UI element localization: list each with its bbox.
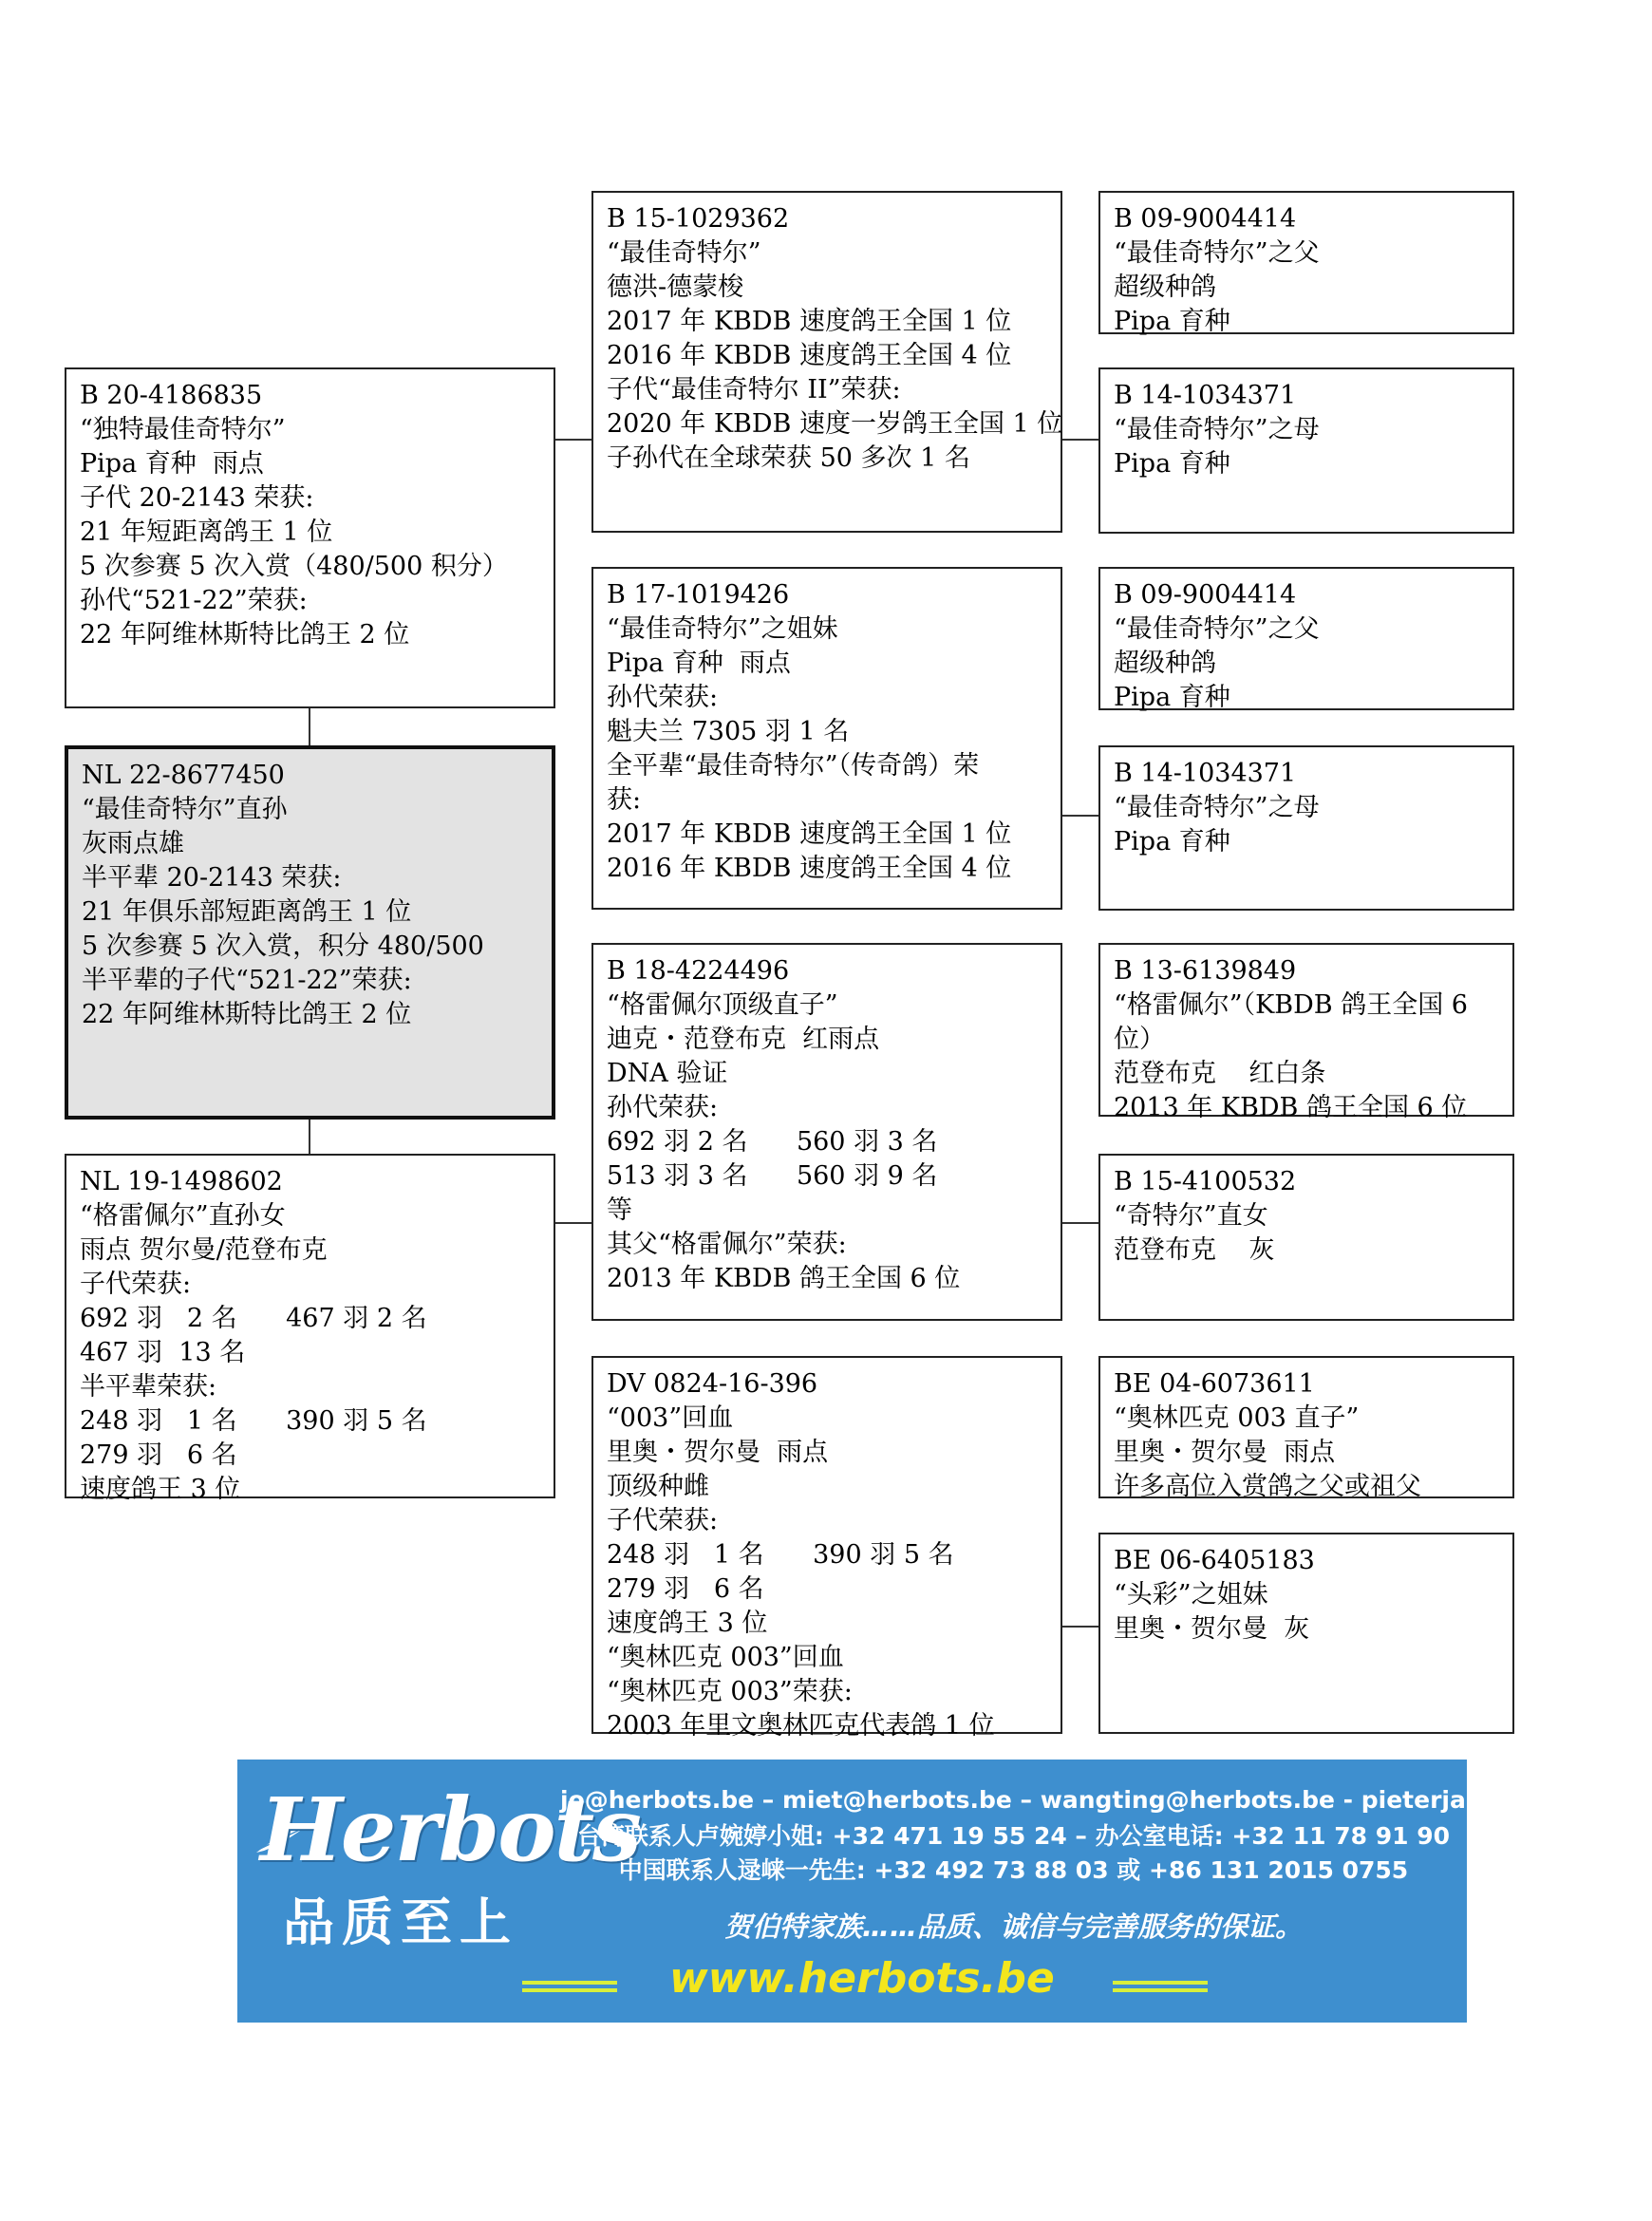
dam-dam-box xyxy=(591,1356,1062,1741)
subject-pigeon-box xyxy=(65,745,555,1120)
pedigree-text-line: 692 羽 2 名 560 羽 3 名 xyxy=(607,1127,938,1157)
ring-number: B 15-1029362 xyxy=(607,204,790,234)
pedigree-text-line: “头彩”之姐妹 xyxy=(1114,1580,1268,1609)
pedigree-text-line: 半平辈荣获: xyxy=(80,1372,217,1402)
pedigree-text-line: Pipa 育种 xyxy=(1114,307,1230,336)
pedigree-text-line: “最佳奇特尔”之母 xyxy=(1114,415,1320,444)
pedigree-text-line: 2013 年 KBDB 鸽王全国 6 位 xyxy=(607,1264,961,1293)
ring-number: NL 22-8677450 xyxy=(82,761,285,790)
pedigree-text-line: 513 羽 3 名 560 羽 9 名 xyxy=(607,1161,938,1191)
pedigree-text-line: “003”回血 xyxy=(607,1403,734,1433)
pedigree-text-line: 半平辈 20-2143 荣获: xyxy=(82,863,342,893)
pedigree-text-line: 5 次参赛 5 次入赏，积分 480/500 xyxy=(82,932,484,961)
ring-number: B 09-9004414 xyxy=(1114,204,1297,234)
ds-dam-box xyxy=(1098,1154,1514,1321)
pedigree-text-line: DNA 验证 xyxy=(607,1059,728,1088)
pedigree-text-line: “最佳奇特尔”之姐妹 xyxy=(607,614,838,644)
pedigree-text-line: 2003 年里文奥林匹克代表鸽 1 位 xyxy=(607,1711,995,1741)
connector-line xyxy=(309,707,310,745)
tagline: 品质至上 xyxy=(283,1892,518,1952)
pedigree-text-line: “最佳奇特尔”之父 xyxy=(1114,614,1320,644)
sd-sire-box xyxy=(1098,567,1514,710)
connector-line xyxy=(554,439,592,441)
ring-number: DV 0824-16-396 xyxy=(607,1369,818,1399)
pedigree-text-line: 半平辈的子代“521-22”荣获: xyxy=(82,966,412,995)
pedigree-text-line: 子代 20-2143 荣获: xyxy=(80,483,314,513)
pedigree-text-line: “格雷佩尔”（KBDB 鸽王全国 6 xyxy=(1114,990,1468,1020)
pedigree-text-line: “格雷佩尔顶级直子” xyxy=(607,990,838,1020)
ring-number: B 20-4186835 xyxy=(80,381,263,410)
ring-number: B 14-1034371 xyxy=(1114,759,1297,788)
pedigree-text-line: 顶级种雌 xyxy=(607,1472,709,1501)
sd-dam-box xyxy=(1098,745,1514,911)
pedigree-text-line: 2017 年 KBDB 速度鸽王全国 1 位 xyxy=(607,819,1012,849)
pedigree-text-line: 467 羽 13 名 xyxy=(80,1338,246,1367)
pedigree-text-line: 等 xyxy=(607,1195,632,1225)
pedigree-text-line: 超级种鸽 xyxy=(1114,649,1216,678)
herbots-logo: Herbots xyxy=(260,1779,640,1881)
slogan: 贺伯特家族……品质、诚信与完善服务的保证。 xyxy=(723,1910,1303,1943)
pedigree-text-line: 迪克・范登布克 红雨点 xyxy=(607,1025,880,1054)
left-rule xyxy=(522,1988,617,1992)
pedigree-text-line: 子代荣获: xyxy=(607,1506,719,1535)
connector-line xyxy=(1061,1222,1099,1224)
herbots-banner xyxy=(237,1760,1652,2023)
pedigree-text-line: Pipa 育种 雨点 xyxy=(80,449,264,479)
pedigree-text-line: “最佳奇特尔”之父 xyxy=(1114,238,1320,268)
dd-sire-box xyxy=(1098,1356,1514,1501)
pedigree-text-line: 21 年俱乐部短距离鸽王 1 位 xyxy=(82,897,412,927)
pedigree-text-line: 248 羽 1 名 390 羽 5 名 xyxy=(80,1406,427,1436)
ss-dam-box xyxy=(1098,367,1514,534)
right-rule xyxy=(1113,1981,1208,1985)
pedigree-text-line: 超级种鸽 xyxy=(1114,273,1216,302)
pedigree-text-line: 21 年短距离鸽王 1 位 xyxy=(80,518,333,547)
pedigree-text-line: Pipa 育种 雨点 xyxy=(607,649,791,678)
pedigree-text-line: 692 羽 2 名 467 羽 2 名 xyxy=(80,1304,427,1333)
pedigree-text-line: 孙代“521-22”荣获: xyxy=(80,586,308,615)
pedigree-text-line: 子孙代在全球荣获 50 多次 1 名 xyxy=(607,443,970,473)
pedigree-text-line: Pipa 育种 xyxy=(1114,683,1230,712)
dam-sire-box xyxy=(591,943,1062,1321)
pedigree-text-line: “最佳奇特尔”直孙 xyxy=(82,795,288,824)
sire-box xyxy=(65,367,555,708)
pedigree-text-line: 许多高位入赏鸽之父或祖父 xyxy=(1114,1472,1421,1501)
ring-number: BE 06-6405183 xyxy=(1114,1546,1315,1575)
pedigree-text-line: 子代荣获: xyxy=(80,1270,192,1299)
pedigree-text-line: 里奥・贺尔曼 雨点 xyxy=(607,1438,829,1467)
ring-number: BE 04-6073611 xyxy=(1114,1369,1315,1399)
pedigree-text-line: “奥林匹克 003 直子” xyxy=(1114,1403,1360,1433)
pedigree-text-line: 其父“格雷佩尔”荣获: xyxy=(607,1230,847,1259)
connector-line xyxy=(1061,439,1099,441)
pedigree-text-line: 5 次参赛 5 次入赏（480/500 积分） xyxy=(80,552,508,581)
ds-sire-box xyxy=(1098,943,1514,1122)
pedigree-text-line: 雨点 贺尔曼/范登布克 xyxy=(80,1235,328,1265)
taiwan-contact: 台湾联系人卢婉婷小姐: +32 471 19 55 24 – 办公室电话: +32 11 78 91 90 xyxy=(576,1822,1451,1850)
pedigree-text-line: “奥林匹克 003”回血 xyxy=(607,1643,844,1672)
pedigree-text-line: 2013 年 KBDB 鸽王全国 6 位 xyxy=(1114,1093,1468,1122)
ring-number: B 13-6139849 xyxy=(1114,956,1297,986)
pedigree-text-line: “独特最佳奇特尔” xyxy=(80,415,286,444)
pedigree-text-line: 范登布克 红白条 xyxy=(1114,1059,1326,1088)
pedigree-text-line: 2016 年 KBDB 速度鸽王全国 4 位 xyxy=(607,341,1012,370)
pedigree-text-line: 248 羽 1 名 390 羽 5 名 xyxy=(607,1540,954,1570)
pedigree-text-line: 2016 年 KBDB 速度鸽王全国 4 位 xyxy=(607,854,1012,883)
dam-box xyxy=(65,1154,555,1504)
connector-line xyxy=(1061,815,1099,817)
sire-sire-box xyxy=(591,191,1062,533)
pedigree-text-line: 魁夫兰 7305 羽 1 名 xyxy=(607,717,850,746)
ring-number: B 15-4100532 xyxy=(1114,1167,1297,1196)
pedigree-text-line: 孙代荣获: xyxy=(607,1093,719,1122)
connector-line xyxy=(554,1222,592,1224)
connector-line xyxy=(1061,1626,1099,1628)
pedigree-text-line: 里奥・贺尔曼 灰 xyxy=(1114,1614,1310,1644)
pedigree-text-line: 德洪-德蒙梭 xyxy=(607,273,744,302)
pedigree-text-line: “奇特尔”直女 xyxy=(1114,1201,1268,1231)
ring-number: B 14-1034371 xyxy=(1114,381,1297,410)
ss-sire-box xyxy=(1098,191,1514,334)
pedigree-text-line: 2017 年 KBDB 速度鸽王全国 1 位 xyxy=(607,307,1012,336)
pedigree-text-line: 279 羽 6 名 xyxy=(607,1574,764,1604)
pedigree-text-line: “格雷佩尔”直孙女 xyxy=(80,1201,286,1231)
pedigree-text-line: 获: xyxy=(607,785,642,815)
pedigree-text-line: 22 年阿维林斯特比鸽王 2 位 xyxy=(82,1000,412,1029)
pedigree-text-line: 2020 年 KBDB 速度一岁鸽王全国 1 位 xyxy=(607,409,1063,439)
pedigree-text-line: 速度鸽王 3 位 xyxy=(607,1609,768,1638)
ring-number: B 17-1019426 xyxy=(607,580,790,610)
china-contact: 中国联系人逯崃一先生: +32 492 73 88 03 或 +86 131 2015 0755 xyxy=(618,1856,1409,1884)
pedigree-text-line: “奥林匹克 003”荣获: xyxy=(607,1677,853,1706)
pedigree-text-line: 位） xyxy=(1114,1025,1165,1054)
pedigree-text-line: 灰雨点雄 xyxy=(82,829,184,858)
pedigree-text-line: “最佳奇特尔” xyxy=(607,238,761,268)
dd-dam-box xyxy=(1098,1533,1514,1734)
ring-number: NL 19-1498602 xyxy=(80,1167,283,1196)
pedigree-text-line: Pipa 育种 xyxy=(1114,827,1230,856)
pedigree-text-line: 孙代荣获: xyxy=(607,683,719,712)
pedigree-text-line: 全平辈“最佳奇特尔”（传奇鸽）荣 xyxy=(607,751,980,781)
sire-dam-box xyxy=(591,567,1062,910)
pedigree-text-line: “最佳奇特尔”之母 xyxy=(1114,793,1320,822)
website-link[interactable]: www.herbots.be xyxy=(669,1954,1055,2003)
pedigree-text-line: 里奥・贺尔曼 雨点 xyxy=(1114,1438,1336,1467)
ring-number: B 09-9004414 xyxy=(1114,580,1297,610)
right-rule xyxy=(1113,1988,1208,1992)
pedigree-text-line: 子代“最佳奇特尔 II”荣获: xyxy=(607,375,901,405)
pedigree-text-line: 22 年阿维林斯特比鸽王 2 位 xyxy=(80,620,410,649)
connector-line xyxy=(309,1119,310,1155)
pedigree-text-line: 279 羽 6 名 xyxy=(80,1440,237,1470)
pedigree-text-line: 速度鸽王 3 位 xyxy=(80,1475,241,1504)
pedigree-text-line: Pipa 育种 xyxy=(1114,449,1230,479)
email-contacts: jo@herbots.be – miet@herbots.be – wangting@herbots.be - pieterjan@herbots.be xyxy=(560,1786,1652,1814)
pedigree-text-line: 范登布克 灰 xyxy=(1114,1235,1275,1265)
ring-number: B 18-4224496 xyxy=(607,956,790,986)
left-rule xyxy=(522,1981,617,1985)
